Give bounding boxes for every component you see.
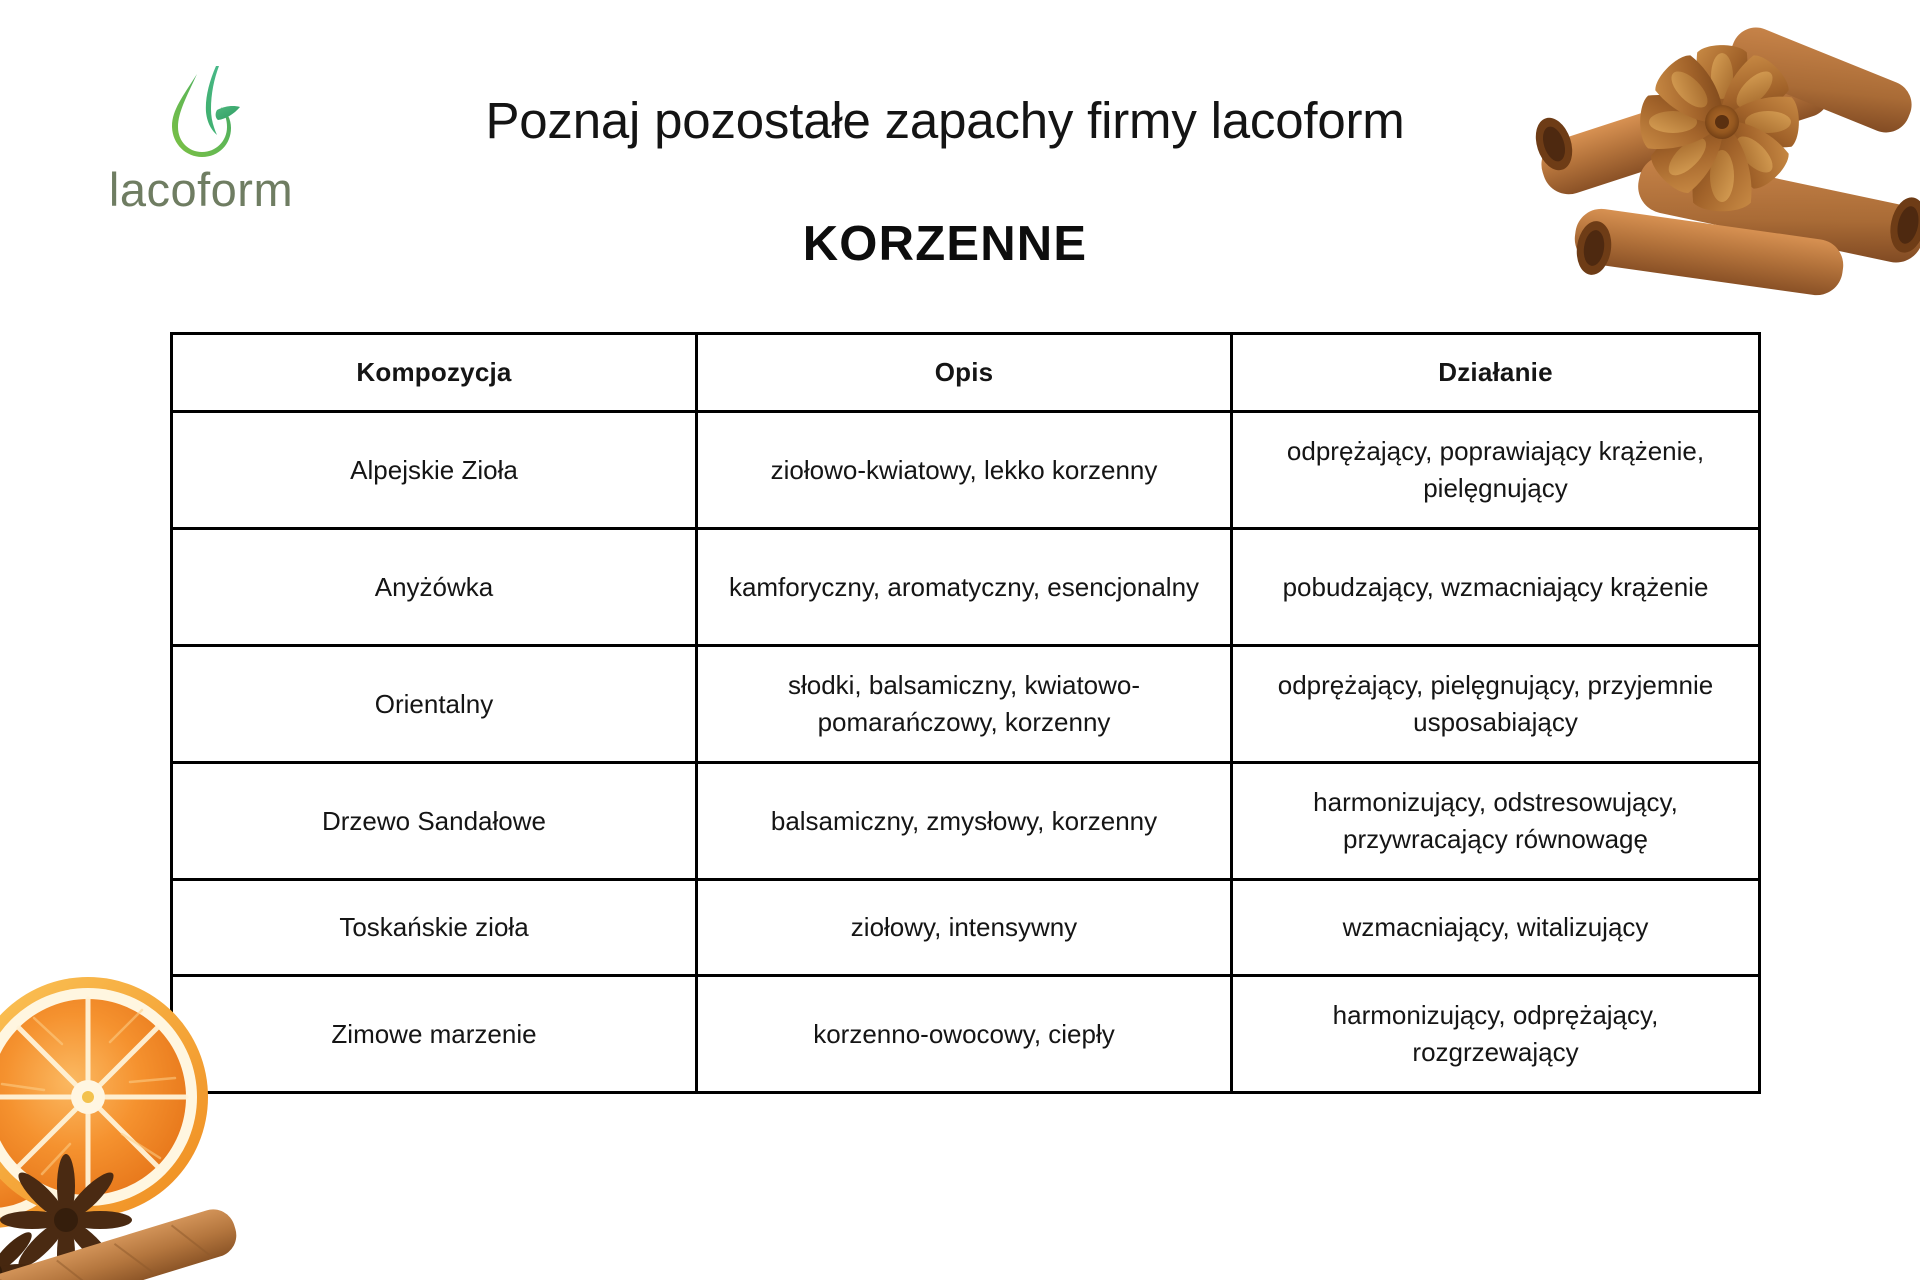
scents-table (170, 332, 1761, 1094)
cell-kompozycja: Toskańskie zioła (172, 880, 697, 976)
scents-table-container (170, 332, 1758, 1094)
cell-kompozycja: Drzewo Sandałowe (172, 763, 697, 880)
cell-dzialanie: harmonizujący, odprężający, rozgrzewający (1232, 976, 1760, 1093)
cell-opis: słodki, balsamiczny, kwiatowo-pomarańczowy, korzenny (697, 646, 1232, 763)
cell-opis: korzenno-owocowy, ciepły (697, 976, 1232, 1093)
cell-dzialanie: wzmacniający, witalizujący (1232, 880, 1760, 976)
leaf-sprout-icon (153, 60, 249, 164)
cell-opis: ziołowo-kwiatowy, lekko korzenny (697, 412, 1232, 529)
cell-kompozycja: Orientalny (172, 646, 697, 763)
cell-kompozycja: Alpejskie Zioła (172, 412, 697, 529)
cell-opis: balsamiczny, zmysłowy, korzenny (697, 763, 1232, 880)
cell-opis: ziołowy, intensywny (697, 880, 1232, 976)
cell-dzialanie: harmonizujący, odstresowujący, przywracający równowagę (1232, 763, 1760, 880)
table-row (172, 529, 1760, 646)
column-header-opis: Opis (697, 334, 1232, 412)
brand-logo (96, 60, 306, 230)
cell-dzialanie: pobudzający, wzmacniający krążenie (1232, 529, 1760, 646)
table-row (172, 763, 1760, 880)
column-header-dzialanie: Działanie (1232, 334, 1760, 412)
table-row (172, 646, 1760, 763)
star-anise-cinnamon-image (1526, 0, 1920, 332)
cell-kompozycja: Anyżówka (172, 529, 697, 646)
table-row (172, 412, 1760, 529)
table-row (172, 880, 1760, 976)
category-heading: KORZENNE (802, 217, 1088, 271)
column-header-kompozycja: Kompozycja (172, 334, 697, 412)
cell-dzialanie: odprężający, poprawiający krążenie, pielęgnujący (1232, 412, 1760, 529)
cell-dzialanie: odprężający, pielęgnujący, przyjemnie usposabiający (1232, 646, 1760, 763)
table-header-row (172, 334, 1760, 412)
table-row (172, 976, 1760, 1093)
brand-wordmark: lacoform (108, 163, 294, 216)
page-title: Poznaj pozostałe zapachy firmy lacoform (485, 92, 1405, 149)
cell-kompozycja: Zimowe marzenie (172, 976, 697, 1093)
cell-opis: kamforyczny, aromatyczny, esencjonalny (697, 529, 1232, 646)
